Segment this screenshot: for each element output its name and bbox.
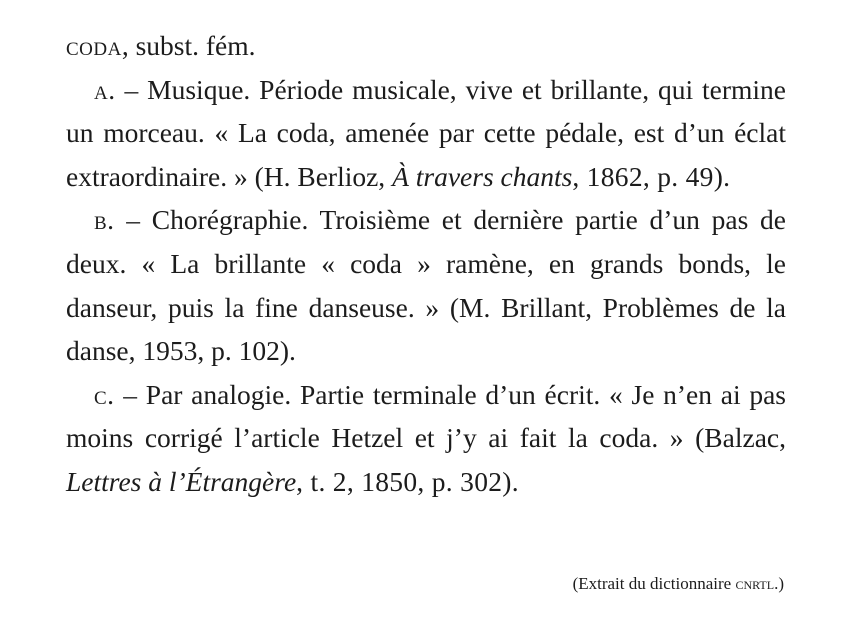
section-a: [66, 68, 786, 199]
source-note-suffix: .): [774, 574, 784, 593]
source-name: cnrtl: [735, 574, 775, 593]
headword: coda: [66, 30, 122, 61]
grammar-info: , subst. fém.: [121, 30, 256, 61]
section-letter: c.: [94, 378, 115, 410]
work-title: Lettres à l’Étrangère: [66, 465, 297, 497]
section-text: – Musique. Période musicale, vive et brillante, qui termine un morceau. « La coda, amenée par cette pédale, est d’un éclat extraordinaire. » (H. Berlioz,: [66, 73, 786, 192]
work-title: À travers chants: [392, 160, 573, 192]
section-letter: b.: [94, 204, 115, 236]
section-text: – Chorégraphie. Troisième et dernière partie d’un pas de deux. « La brillante « coda » ramène, en grands bonds, le danseur, puis la fine danseuse. » (M. Brillant, Problèmes de la danse, 1953, p. 102).: [66, 204, 786, 367]
section-b: [66, 198, 786, 372]
source-note-prefix: (Extrait du dictionnaire: [572, 574, 736, 593]
section-c: [66, 373, 786, 504]
section-text: – Par analogie. Partie terminale d’un écrit. « Je n’en ai pas moins corrigé l’article Hetzel et j’y ai fait la coda. » (Balzac,: [66, 378, 786, 454]
source-note: [573, 574, 784, 594]
entry-header: [66, 24, 786, 68]
citation-tail: , t. 2, 1850, p. 302).: [296, 465, 519, 497]
dictionary-entry: [66, 24, 786, 504]
citation-tail: , 1862, p. 49).: [572, 160, 731, 192]
section-letter: a.: [94, 73, 116, 105]
